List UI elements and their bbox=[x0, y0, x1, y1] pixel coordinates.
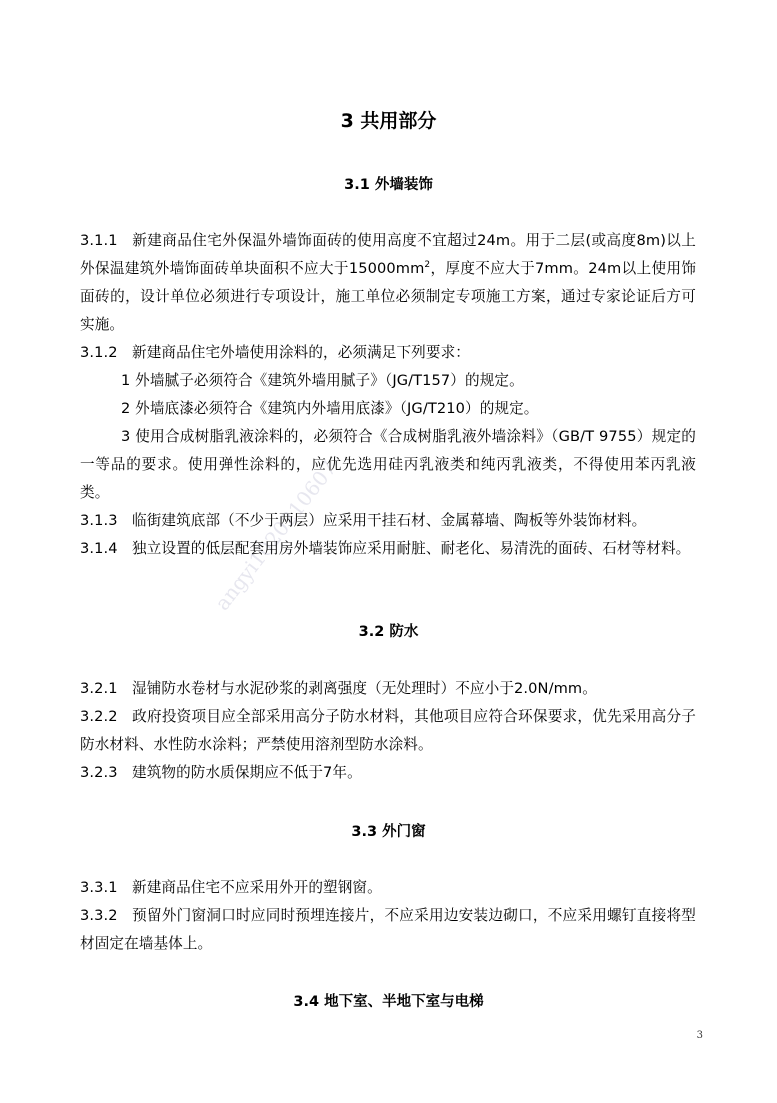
section-heading-3-3: 3.3 外门窗 bbox=[351, 824, 426, 840]
clause-number: 3.2.3 bbox=[80, 764, 118, 781]
clause-text: 新建商品住宅外保温外墙饰面砖的使用高度不宜超过24m。用于二层(或高度8m)以上外保温建筑外墙饰面砖单块面积不应大于15000mm bbox=[80, 232, 696, 277]
clause-text: 政府投资项目应全部采用高分子防水材料，其他项目应符合环保要求，优先采用高分子防水材料、水性防水涂料；严禁使用溶剂型防水涂料。 bbox=[80, 708, 696, 753]
clause-number: 3.3.2 bbox=[80, 907, 118, 924]
list-item-3-1-2-2: 2 外墙底漆必须符合《建筑内外墙用底漆》（JG/T210）的规定。 bbox=[121, 400, 539, 417]
clause-number: 3.1.1 bbox=[80, 232, 118, 249]
superscript: 2 bbox=[424, 260, 431, 271]
clause-number: 3.1.2 bbox=[80, 344, 118, 361]
paragraph-3-1-4 bbox=[80, 535, 696, 563]
paragraph-3-1-2 bbox=[80, 339, 696, 367]
clause-number: 3.1.3 bbox=[80, 512, 118, 529]
clause-number: 3.1.4 bbox=[80, 540, 118, 557]
paragraph-3-3-1 bbox=[80, 874, 696, 902]
clause-text: 临街建筑底部（不少于两层）应采用干挂石材、金属幕墙、陶板等外装饰材料。 bbox=[132, 512, 647, 529]
clause-number: 3.3.1 bbox=[80, 879, 118, 896]
paragraph-3-2-3 bbox=[80, 759, 696, 787]
clause-text: 新建商品住宅不应采用外开的塑钢窗。 bbox=[132, 879, 382, 896]
clause-text-cont: ，厚度不应大于7mm。24m以上使用饰面砖的，设计单位必须进行专项设计，施工单位必须制定专项施工方案，通过专家论证后方可实施。 bbox=[80, 260, 697, 333]
list-item-3-1-2-1: 1 外墙腻子必须符合《建筑外墙用腻子》（JG/T157）的规定。 bbox=[121, 372, 524, 389]
page-number: 3 bbox=[696, 1030, 703, 1041]
clause-text: 独立设置的低层配套用房外墙装饰应采用耐脏、耐老化、易清洗的面砖、石材等材料。 bbox=[132, 540, 691, 557]
paragraph-3-2-1 bbox=[80, 675, 696, 703]
paragraph-3-1-1 bbox=[80, 227, 696, 339]
section-heading-3-4: 3.4 地下室、半地下室与电梯 bbox=[293, 994, 484, 1010]
clause-text: 建筑物的防水质保期应不低于7年。 bbox=[132, 764, 362, 781]
clause-text: 预留外门窗洞口时应同时预埋连接片，不应采用边安装边砌口，不应采用螺钉直接将型材固定在墙基体上。 bbox=[80, 907, 696, 952]
clause-number: 3.2.2 bbox=[80, 708, 118, 725]
clause-text: 湿铺防水卷材与水泥砂浆的剥离强度（无处理时）不应小于2.0N/mm。 bbox=[132, 680, 597, 697]
chapter-title: 3 共用部分 bbox=[340, 110, 437, 132]
section-heading-3-1: 3.1 外墙装饰 bbox=[344, 177, 433, 193]
clause-number: 3.2.1 bbox=[80, 680, 118, 697]
paragraph-3-2-2 bbox=[80, 703, 696, 759]
section-heading-3-2: 3.2 防水 bbox=[358, 624, 419, 640]
list-item-3-1-2-3: 3 使用合成树脂乳液涂料的，必须符合《合成树脂乳液外墙涂料》（GB/T 9755）规定的一等品的要求。使用弹性涂料的，应优先选用硅丙乳液类和纯丙乳液类，不得使用苯丙乳液类。 bbox=[80, 428, 696, 501]
paragraph-3-1-3 bbox=[80, 507, 696, 535]
paragraph-3-3-2 bbox=[80, 902, 696, 958]
watermark: angyi1020210607 bbox=[210, 456, 342, 615]
clause-text: 新建商品住宅外墙使用涂料的，必须满足下列要求： bbox=[132, 344, 470, 361]
